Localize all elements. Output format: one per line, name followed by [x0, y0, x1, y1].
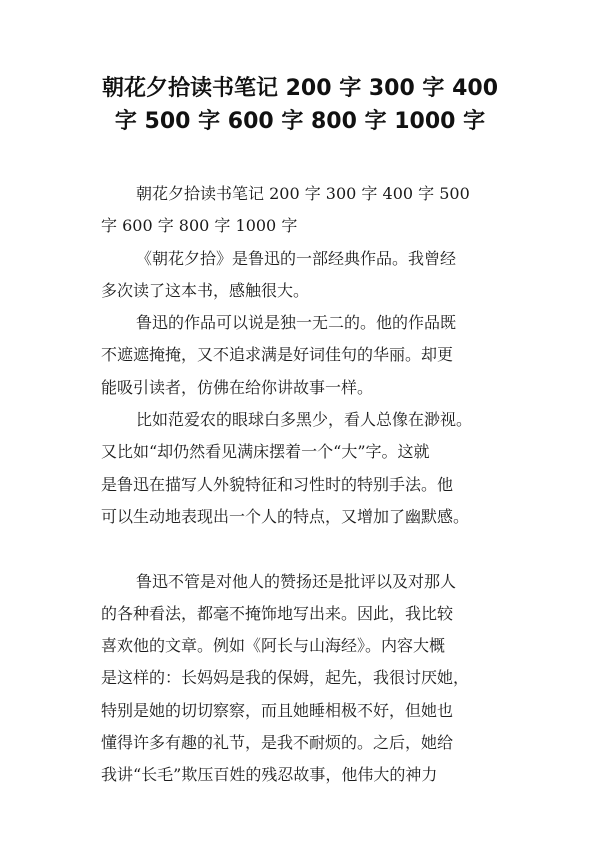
- paragraph-line: 是这样的：长妈妈是我的保姆，起先，我很讨厌她，: [101, 668, 470, 688]
- document-body: [101, 178, 521, 792]
- paragraph: [101, 566, 521, 792]
- paragraph-line: 又比如“却仍然看见满床摆着一个“大”字。这就: [101, 442, 430, 462]
- paragraph-line: 《朝花夕拾》是鲁迅的一部经典作品。我曾经: [136, 248, 457, 268]
- paragraph-line: 可以生动地表现出一个人的特点，又增加了幽默感。: [101, 506, 470, 526]
- title-line: 字 500 字 600 字 800 字 1000 字: [114, 109, 486, 134]
- paragraph-line: 多次读了这本书，感触很大。: [101, 280, 310, 300]
- paragraph-spacer: [101, 533, 521, 565]
- paragraph-line: 喜欢他的文章。例如《阿长与山海经》。内容大概: [101, 636, 446, 656]
- document-title: [70, 72, 530, 138]
- paragraph-line: 能吸引读者，仿佛在给你讲故事一样。: [101, 377, 374, 397]
- paragraph: [101, 178, 521, 243]
- paragraph-line: 字 600 字 800 字 1000 字: [101, 216, 298, 236]
- paragraph-line: 比如范爱农的眼球白多黑少，看人总像在渺视。: [136, 410, 473, 430]
- title-line: 朝花夕拾读书笔记 200 字 300 字 400: [101, 76, 499, 101]
- paragraph-line: 是鲁迅在描写人外貌特征和习性时的特别手法。他: [101, 474, 454, 494]
- paragraph-line: 鲁迅的作品可以说是独一无二的。他的作品既: [136, 313, 457, 333]
- paragraph-line: 懂得许多有趣的礼节，是我不耐烦的。之后，她给: [101, 733, 454, 753]
- paragraph: [101, 404, 521, 533]
- paragraph-line: 我讲“长毛”欺压百姓的残忍故事，他伟大的神力: [101, 765, 438, 785]
- paragraph-line: 的各种看法，都毫不掩饰地写出来。因此，我比较: [101, 603, 454, 623]
- paragraph-line: 不遮遮掩掩，又不追求满是好词佳句的华丽。却更: [101, 345, 454, 365]
- paragraph-line: 鲁迅不管是对他人的赞扬还是批评以及对那人: [136, 571, 457, 591]
- paragraph: [101, 307, 521, 404]
- paragraph-line: 朝花夕拾读书笔记 200 字 300 字 400 字 500: [136, 184, 470, 203]
- paragraph-line: 特别是她的切切察察，而且她睡相极不好，但她也: [101, 700, 454, 720]
- paragraph: [101, 243, 521, 308]
